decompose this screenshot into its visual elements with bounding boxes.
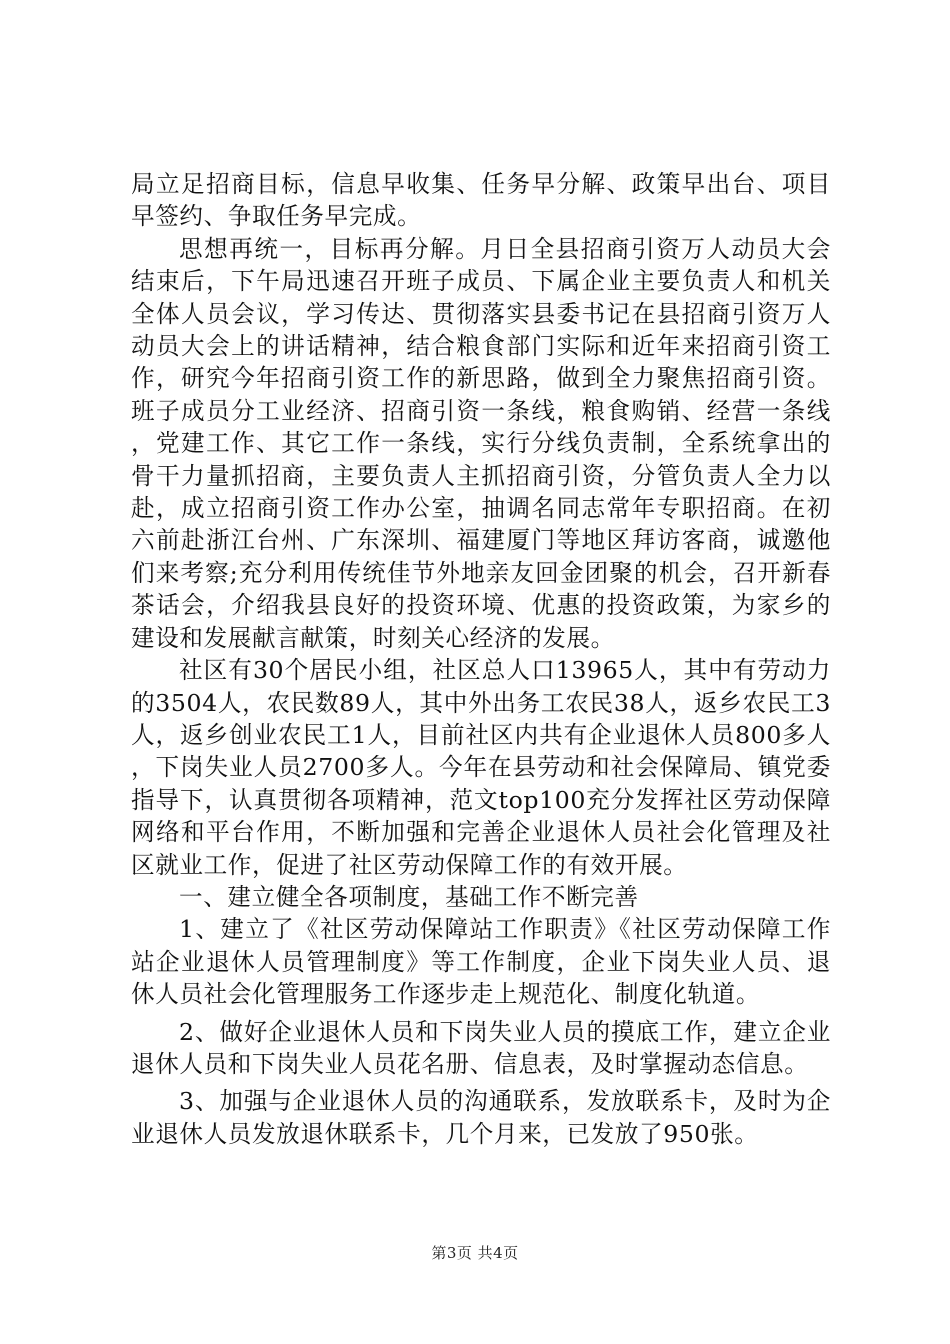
section-heading: 一、建立健全各项制度，基础工作不断完善 <box>179 882 639 911</box>
document-body <box>131 168 831 1150</box>
paragraph-investment-plan: 思想再统一，目标再分解。月日全县招商引资万人动员大会结束后，下午局迅速召开班子成员、下属企业主要负责人和机关全体人员会议，学习传达、贯彻落实县委书记在县招商引资万人动员大会上的讲话精神，结合粮食部门实际和近年来招商引资工作，研究今年招商引资工作的新思路，做到全力聚焦招商引资。班子成员分工业经济、招商引资一条线，粮食购销、经营一条线，党建工作、其它工作一条线，实行分线负责制，全系统拿出的骨干力量抓招商，主要负责人主抓招商引资，分管负责人全力以赴，成立招商引资工作办公室，抽调名同志常年专职招商。在初六前赴浙江台州、广东深圳、福建厦门等地区拜访客商，诚邀他们来考察;充分利用传统佳节外地亲友回金团聚的机会，召开新春茶话会，介绍我县良好的投资环境、优惠的投资政策，为家乡的建设和发展献言献策，时刻关心经济的发展。 <box>131 234 831 652</box>
paragraph-continuation: 局立足招商目标，信息早收集、任务早分解、政策早出台、项目早签约、争取任务早完成。 <box>131 170 831 231</box>
page-number-footer: 第3页 共4页 <box>431 1244 519 1262</box>
paragraph-community-overview: 社区有30个居民小组，社区总人口13965人，其中有劳动力的3504人，农民数89人，其中外出务工农民38人，返乡农民工3人，返乡创业农民工1人，目前社区内共有企业退休人员800多人，下岗失业人员2700多人。今年在县劳动和社会保障局、镇党委指导下，认真贯彻各项精神，范文top100充分发挥社区劳动保障网络和平台作用，不断加强和完善企业退休人员社会化管理及社区就业工作，促进了社区劳动保障工作的有效开展。 <box>131 656 831 879</box>
list-item-1: 1、建立了《社区劳动保障站工作职责》《社区劳动保障工作站企业退休人员管理制度》等工作制度，企业下岗失业人员、退休人员社会化管理服务工作逐步走上规范化、制度化轨道。 <box>131 915 831 1009</box>
list-item-2: 2、做好企业退休人员和下岗失业人员的摸底工作，建立企业退休人员和下岗失业人员花名册、信息表，及时掌握动态信息。 <box>131 1017 831 1078</box>
list-item-3: 3、加强与企业退休人员的沟通联系，发放联系卡，及时为企业退休人员发放退休联系卡，几个月来，已发放了950张。 <box>131 1087 831 1148</box>
